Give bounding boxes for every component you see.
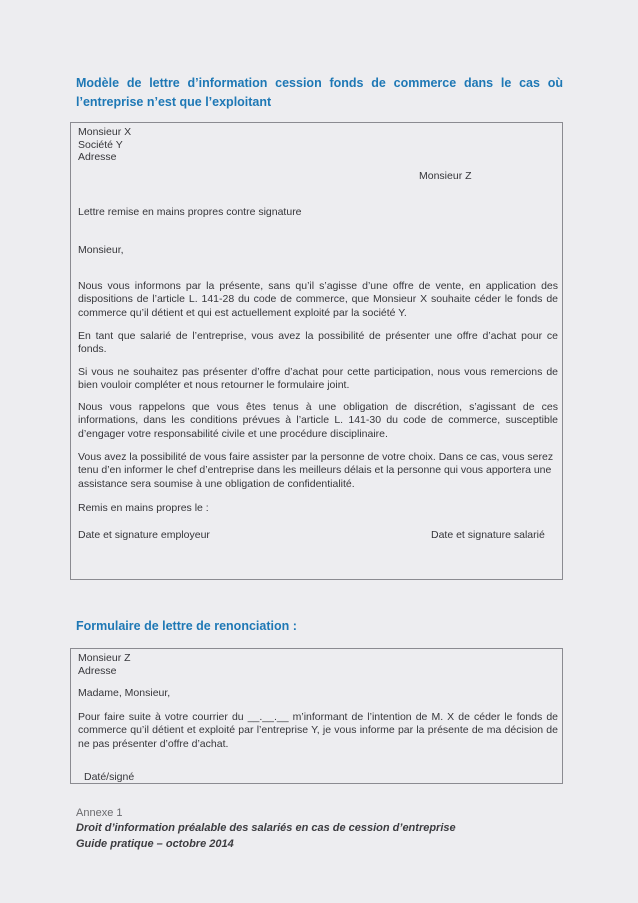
dated-signed-label: Daté/signé <box>84 771 135 783</box>
salutation: Madame, Monsieur, <box>78 687 171 699</box>
addressee: Monsieur Z <box>419 170 472 182</box>
recipient-name: Monsieur Z <box>78 652 131 664</box>
letter-paragraph: Vous avez la possibilité de vous faire assister par la personne de votre choix. Dans ce cas, vous serez tenu d’en informer le chef d’entreprise dans les meilleurs délais et la personne qui vous apportera une assistance sera soumise à une obligation de confidentialité. <box>78 451 554 490</box>
sender-block <box>78 126 131 164</box>
delivery-note: Lettre remise en mains propres contre signature <box>78 206 302 218</box>
letter-paragraph: Pour faire suite à votre courrier du __.__.__ m’informant de l’intention de M. X de céder le fonds de commerce qu’il détient et exploité par l’entreprise Y, je vous informe par la présente de ma décision de ne pas présenter d’offre d’achat. <box>78 711 558 750</box>
page-title-line1: Modèle de lettre d’information cession fonds de commerce dans le cas où <box>76 76 563 90</box>
letter-paragraph: Nous vous rappelons que vous êtes tenus à une obligation de discrétion, s’agissant de ces informations, dans les conditions prévues à l’article L. 141-30 du code de commerce, susceptible d’engager votre responsabilité civile et une procédure disciplinaire. <box>78 401 558 440</box>
sender-address: Adresse <box>78 151 117 164</box>
recipient-block <box>78 652 131 677</box>
sender-name: Monsieur X <box>78 126 132 138</box>
signature-employer-label: Date et signature employeur <box>78 529 210 541</box>
annexe-label: Annexe 1 <box>76 807 123 819</box>
letter-paragraph: Nous vous informons par la présente, sans qu’il s’agisse d’une offre de vente, en application des dispositions de l’article L. 141-28 du code de commerce, que Monsieur X souhaite céder le fonds de commerce qu’il détient et qui est actuellement exploité par la société Y. <box>78 280 558 319</box>
page-title <box>76 74 563 112</box>
information-letter-box <box>70 122 563 580</box>
sender-company: Société Y <box>78 138 123 151</box>
letter-paragraph: En tant que salarié de l’entreprise, vous avez la possibilité de présenter une offre d’achat pour ce fonds. <box>78 330 558 356</box>
letter-paragraph: Si vous ne souhaitez pas présenter d’offre d’achat pour cette participation, nous vous remercions de bien vouloir compléter et nous retourner le formulaire joint. <box>78 366 558 392</box>
handover-line: Remis en mains propres le : <box>78 502 209 514</box>
footer-guide-date: Guide pratique – octobre 2014 <box>76 837 234 850</box>
renunciation-form-title: Formulaire de lettre de renonciation : <box>76 619 297 633</box>
recipient-address: Adresse <box>78 664 117 677</box>
footer-reference-title: Droit d’information préalable des salariés en cas de cession d’entreprise <box>76 822 456 834</box>
renunciation-letter-box <box>70 648 563 784</box>
salutation: Monsieur, <box>78 244 124 256</box>
page-title-line2: l’entreprise n’est que l’exploitant <box>76 95 272 109</box>
signature-employee-label: Date et signature salarié <box>431 529 545 541</box>
page-footer <box>76 805 556 852</box>
